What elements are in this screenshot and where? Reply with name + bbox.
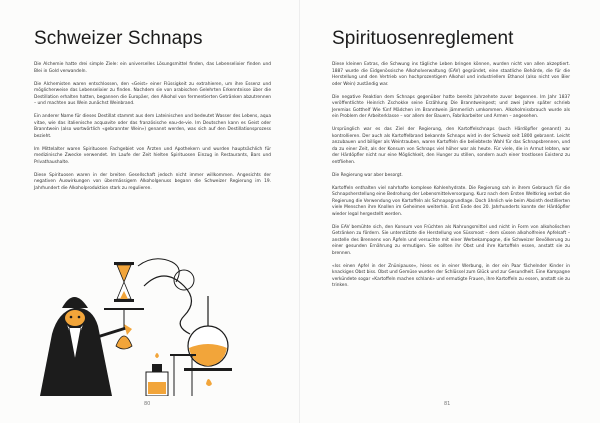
page-title: Spirituosenreglement (332, 28, 514, 49)
body-text (34, 62, 271, 192)
paragraph: Diese kleinen Extras, die Schwung ins tägliche Leben bringen können, wurden nicht von allen akzeptiert. 1887 wurde die Eidgenössische Alkoholverwaltung (EAV) gegründet, eine staatliche Behörde, die für die Herstellung und den Vertrieb von hochprozentigem Alkohol und industriellem Ethanol (also nicht von Bier oder Wein) zuständig war. (332, 62, 570, 87)
paragraph: Kartoffeln enthalten viel nahrhafte komplexe Kohlenhydrate. Die Regierung sah in ihrem Gebrauch für die Schnapsherstellung eine Bedrohung der Lebensmittelversorgung. Kurz nach dem Ersten Weltkrieg verbot die Regierung die Verwendung von Kartoffeln als Schnapsgrundlage. Doch ähnlich wie beim Absinth destillierten viele Menschen ihre Knollen im Geheimen weiterhin. Erst Ende des 20. Jahrhunderts konnte der Härdöpfler wieder legal hergestellt werden. (332, 185, 570, 217)
body-text (332, 62, 570, 290)
round-flask-icon (184, 296, 232, 386)
page-number: 81 (444, 401, 451, 407)
paragraph: Die Regierung war aber besorgt. (332, 172, 403, 178)
paragraph: Im Mittelalter waren Spirituosen Fachgebiet von Ärzten und Apothekern und wurden hauptsächlich für medizinische Zwecke verwendet. Im Laufe der Zeit hielten Spirituosen Einzug in Restaurants, Bars und Privathaushalte. (34, 146, 271, 165)
hourglass-icon (114, 262, 134, 302)
right-page (300, 0, 600, 423)
paragraph: Ein anderer Name für dieses Destillat stammt aus dem Lateinischen und bedeutet Wasser des Lebens, aqua vitae, wie das italienische acquavite oder das französische eau-de-vie. Im Deutschen kann es Geist oder Branntwein (also wortwörtlich «gebrannter Wein») genannt werden, was sich auf den Destillationsprozess bezieht. (34, 114, 271, 139)
paragraph: Die Alchemisten waren entschlossen, den «Geist» einer Flüssigkeit zu extrahieren, um ihre Essenz und möglicherweise das Lebenselixier zu finden. Nachdem sie von arabischen Gelehrten Erkenntnisse über die Destillation erhalten hatten, begannen die Europäer, den Alkohol von fermentierten Getränken abzutrennen – und machten aus Wein zunächst Weinbrand. (34, 81, 271, 106)
paragraph: Die negative Reaktion dem Schnaps gegenüber hatte bereits Jahrzehnte zuvor begonnen. Im Jahr 1837 veröffentlichte Heinrich Zschokke seine Erzählung Die Branntweinpest; und zwei Jahre später schrieb Jeremias Gotthelf Wie fünf Mädchen im Branntwein jämmerlich umkommen. Alkoholmissbrauch wurde als ein Problem der Arbeiterklasse – vor allem der Bauern, Fabrikarbeiter und Armen – angesehen. (332, 94, 570, 119)
paragraph: Ursprünglich war es das Ziel der Regierung, den Kartoffelschnaps (auch Härdöpfler genannt) zu kontrollieren. Der auch als Kartoffelbrand bekannte Schnaps wird in der Schweiz seit 1800 gebrannt. Leicht anzubauen und billiger als Weintrauben, waren Kartoffeln die beliebteste Wahl für das Schnapsbrennen, und da zu einer Zeit, als der Konsum von Schnaps viel höher war als heute. Für viele, die in Armut lebten, war der Härdöpfler nicht nur eine Möglichkeit, den Hunger zu stillen, sondern auch einer trostlosen Existenz zu entfliehen. (332, 127, 570, 165)
alchemist-distillation-illustration (34, 256, 254, 396)
paragraph: Die EAV bemühte sich, den Konsum von Früchten als Nahrungsmittel und nicht in Form von alkoholischen Getränken zu fördern. Sie unterstützte die Herstellung von Süssmost – dem süssen alkoholfreien Apfelsaft – anstelle des Brennens von Äpfeln und versuchte mit einer Werbekampagne, die Schweizer Bevölkerung zu einer gesunden Ernährung zu ermutigen. Sie sollten ihr Obst und ihre Kartoffeln essen, anstatt sie zu brennen. (332, 224, 570, 256)
vessel-stand (170, 354, 196, 396)
paragraph: Die Alchemie hatte drei simple Ziele: ein universelles Lösungsmittel finden, das Lebenselixier finden und Blei in Gold verwandeln. (34, 62, 271, 74)
bottle-icon (146, 353, 168, 396)
page-number: 80 (144, 401, 151, 407)
page-title: Schweizer Schnaps (34, 28, 203, 49)
paragraph: «Iss einen Apfel in der Znünipause», hiess es in einer Werbung, in der ein Paar fächelnder Kinder in knackiges Obst biss. Obst und Gemüse wurden der Schlüssel zum Glück und zur Gesundheit. Eine Kampagne verkündete sogar «Kartoffeln machen schlank» und ermutigte Frauen, ihre Kartoffeln zu essen, anstatt sie zu trinken. (332, 263, 571, 288)
paragraph: Diese Spirituosen waren in der breiten Gesellschaft jedoch nicht immer willkommen. Angesichts der negativen Auswirkungen von übermässigem Alkoholgenuss begann die Schweizer Regierung im 19. Jahrhundert die Alkoholproduktion stark zu regulieren. (34, 172, 271, 191)
